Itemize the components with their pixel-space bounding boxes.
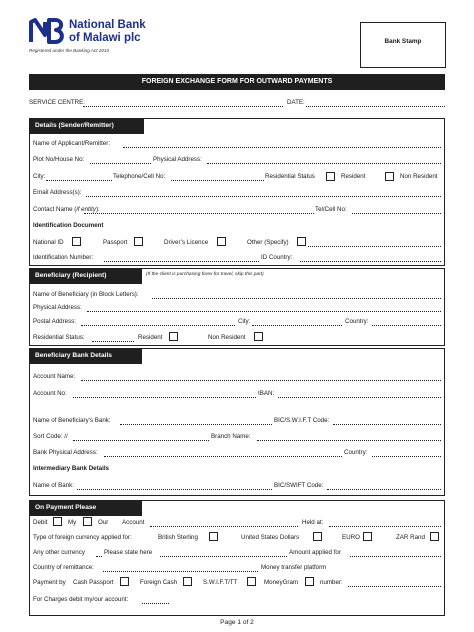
beneficiary-non-resident-label: Non Resident xyxy=(208,334,246,341)
plot-field[interactable] xyxy=(90,163,151,164)
beneficiary-postal-field[interactable] xyxy=(81,325,235,326)
foreign-cash-checkbox[interactable] xyxy=(183,577,192,586)
sender-resident-checkbox[interactable] xyxy=(326,172,335,181)
beneficiary-residential-label: Residential Status: xyxy=(33,334,85,341)
beneficiary-note: (If the client is purchasing forex for travel, skip this part) xyxy=(146,272,264,277)
bank-physical-field[interactable] xyxy=(104,456,342,457)
foreign-cash-label: Foreign Cash xyxy=(140,579,178,586)
page-number: Page 1 of 2 xyxy=(220,619,254,626)
bank-name-line2: of Malawi plc xyxy=(69,32,141,44)
account-no-field[interactable] xyxy=(73,397,256,398)
bank-physical-label: Bank Physical Address: xyxy=(33,449,98,456)
passport-checkbox[interactable] xyxy=(134,237,143,246)
bic-label: BIC/S.W.I.F.T Code: xyxy=(274,417,330,424)
date-label: DATE: xyxy=(287,99,305,106)
physical-address-field[interactable] xyxy=(207,163,441,164)
beneficiary-resident-label: Resident xyxy=(138,334,163,341)
contact-name-field[interactable] xyxy=(84,213,314,214)
beneficiary-residential-field[interactable] xyxy=(92,341,134,342)
id-number-label: Identification Number: xyxy=(33,254,94,261)
usd-checkbox[interactable] xyxy=(313,532,322,541)
beneficiary-postal-label: Postal Address: xyxy=(33,318,76,325)
amount-field[interactable] xyxy=(350,556,441,557)
cash-passport-label: Cash Passport xyxy=(73,579,114,586)
residential-status-label: Residential Status xyxy=(265,173,315,180)
beneficiary-resident-checkbox[interactable] xyxy=(169,332,178,341)
email-label: Email Address(s): xyxy=(33,189,82,196)
tel-cell-label: Tel/Cell No: xyxy=(315,206,347,213)
number-label: number: xyxy=(320,579,343,586)
physical-address-label: Physical Address: xyxy=(153,156,202,163)
tel-cell-field[interactable] xyxy=(352,213,441,214)
other-id-label: Other (Specify) xyxy=(247,239,289,246)
applicant-name-field[interactable] xyxy=(123,147,441,148)
beneficiary-city-label: City: xyxy=(238,318,251,325)
contact-name-text: Contact Name ( xyxy=(33,206,77,213)
bank-name-label: Name of Beneficiary’s Bank: xyxy=(33,417,111,424)
national-id-label: National ID xyxy=(33,239,64,246)
beneficiary-section-title: Beneficiary (Recipient) xyxy=(29,268,142,284)
telephone-label: Telephone/Cell No: xyxy=(113,173,166,180)
sort-code-field[interactable] xyxy=(73,440,209,441)
plot-label: Plot No/House No: xyxy=(33,156,85,163)
country-remittance-label: Country of remittance: xyxy=(33,564,94,571)
sort-code-label: Sort Code: // xyxy=(33,433,68,440)
account-name-field[interactable] xyxy=(81,380,441,381)
other-id-field[interactable] xyxy=(308,246,441,247)
moneygram-checkbox[interactable] xyxy=(305,577,314,586)
country-remittance-field[interactable] xyxy=(103,571,258,572)
passport-label: Passport xyxy=(103,239,128,246)
sender-resident-label: Resident xyxy=(341,173,366,180)
gbp-checkbox[interactable] xyxy=(209,532,218,541)
registered-note: Registered under the Banking Act 2010 xyxy=(29,48,110,53)
zar-checkbox[interactable] xyxy=(430,532,439,541)
bank-country-label: Country: xyxy=(344,449,368,456)
bank-name-field[interactable] xyxy=(120,424,272,425)
intermediary-bank-name-field[interactable] xyxy=(77,489,272,490)
intermediary-bank-name-label: Name of Bank: xyxy=(33,482,74,489)
service-centre-field[interactable] xyxy=(83,106,283,107)
cash-passport-checkbox[interactable] xyxy=(120,577,129,586)
id-country-field[interactable] xyxy=(300,261,441,262)
date-field[interactable] xyxy=(306,106,445,107)
beneficiary-country-label: Country: xyxy=(345,318,369,325)
intermediary-bic-field[interactable] xyxy=(327,489,441,490)
beneficiary-physical-field[interactable] xyxy=(87,311,441,312)
swift-tt-checkbox[interactable] xyxy=(247,577,256,586)
debit-checkbox[interactable] xyxy=(53,517,62,526)
beneficiary-bank-section-title: Beneficiary Bank Details xyxy=(29,348,142,364)
sender-section-title: Details (Sender/Remitter) xyxy=(29,118,144,134)
state-here-label: Please state here xyxy=(104,549,153,556)
our-label: Our xyxy=(98,519,109,526)
bank-country-field[interactable] xyxy=(372,456,441,457)
bank-logo xyxy=(29,18,67,44)
charges-label: For Charges debit my/our account: xyxy=(33,596,129,603)
account-name-label: Account Name: xyxy=(33,373,76,380)
if-entity-text: if entity xyxy=(76,206,96,213)
bic-field[interactable] xyxy=(333,424,441,425)
debit-label: Debit xyxy=(33,519,48,526)
state-here-field[interactable] xyxy=(160,556,287,557)
national-id-checkbox[interactable] xyxy=(72,237,81,246)
euro-checkbox[interactable] xyxy=(363,532,372,541)
contact-close-text: ): xyxy=(95,206,100,213)
branch-name-label: Branch Name: xyxy=(211,433,251,440)
other-id-checkbox[interactable] xyxy=(297,237,306,246)
service-centre-label: SERVICE CENTRE: xyxy=(29,99,85,106)
iban-label: IBAN: xyxy=(258,390,275,397)
payment-by-label: Payment by xyxy=(33,579,66,586)
beneficiary-physical-label: Physical Address: xyxy=(33,304,82,311)
id-document-heading: Identification Document xyxy=(33,222,104,229)
moneygram-label: MoneyGram xyxy=(264,579,299,586)
beneficiary-non-resident-checkbox[interactable] xyxy=(254,332,263,341)
payment-section-title: On Payment Please xyxy=(29,500,142,516)
logo-mark-icon xyxy=(29,18,67,44)
type-currency-label: Type of foreign currency applied for: xyxy=(33,534,132,541)
drivers-licence-label: Driver’s Licence xyxy=(164,239,209,246)
money-transfer-label: Money transfer platform xyxy=(261,564,327,571)
account-no-label: Account No: xyxy=(33,390,67,397)
bank-name-line1: National Bank xyxy=(69,19,146,31)
beneficiary-name-label: Name of Beneficiary (in Block Letters): xyxy=(33,291,139,298)
held-at-label: Held at: xyxy=(302,519,324,526)
sender-non-resident-checkbox[interactable] xyxy=(385,172,394,181)
beneficiary-country-field[interactable] xyxy=(372,325,441,326)
telephone-field[interactable] xyxy=(171,180,264,181)
any-other-currency-label: Any other currency xyxy=(33,549,85,556)
my-checkbox[interactable] xyxy=(83,517,92,526)
usd-label: United States Dollars xyxy=(241,534,300,541)
charges-field[interactable] xyxy=(142,603,169,604)
amount-label: Amount applied for xyxy=(289,549,341,556)
intermediary-heading: Intermediary Bank Details xyxy=(33,465,109,472)
account-number-field[interactable] xyxy=(150,526,298,527)
gbp-label: British Sterling xyxy=(158,534,198,541)
bank-stamp-box xyxy=(360,22,446,68)
bank-stamp-label: Bank Stamp xyxy=(384,38,422,45)
swift-tt-label: S.W.I.F.T/TT xyxy=(203,579,238,586)
zar-label: ZAR Rand xyxy=(396,534,425,541)
city-field[interactable] xyxy=(46,180,112,181)
city-label: City: xyxy=(33,173,46,180)
my-label: My xyxy=(68,519,77,526)
id-country-label: ID Country: xyxy=(261,254,293,261)
branch-name-field[interactable] xyxy=(257,440,441,441)
beneficiary-name-field[interactable] xyxy=(152,298,441,299)
account-label: Account xyxy=(122,519,145,526)
intermediary-bic-label: BIC/SWIFT Code: xyxy=(274,482,324,489)
applicant-name-label: Name of Applicant/Remitter: xyxy=(33,140,111,147)
beneficiary-city-field[interactable] xyxy=(252,325,342,326)
id-number-field[interactable] xyxy=(104,261,259,262)
drivers-licence-checkbox[interactable] xyxy=(217,237,226,246)
euro-label: EURO xyxy=(342,534,360,541)
form-title: FOREIGN EXCHANGE FORM FOR OUTWARD PAYMENTS xyxy=(29,74,445,90)
any-other-currency-field[interactable] xyxy=(96,556,102,557)
iban-field[interactable] xyxy=(278,397,441,398)
sender-non-resident-label: Non Resident xyxy=(400,173,438,180)
held-at-field[interactable] xyxy=(329,526,441,527)
number-field[interactable] xyxy=(348,586,441,587)
email-field[interactable] xyxy=(86,196,441,197)
